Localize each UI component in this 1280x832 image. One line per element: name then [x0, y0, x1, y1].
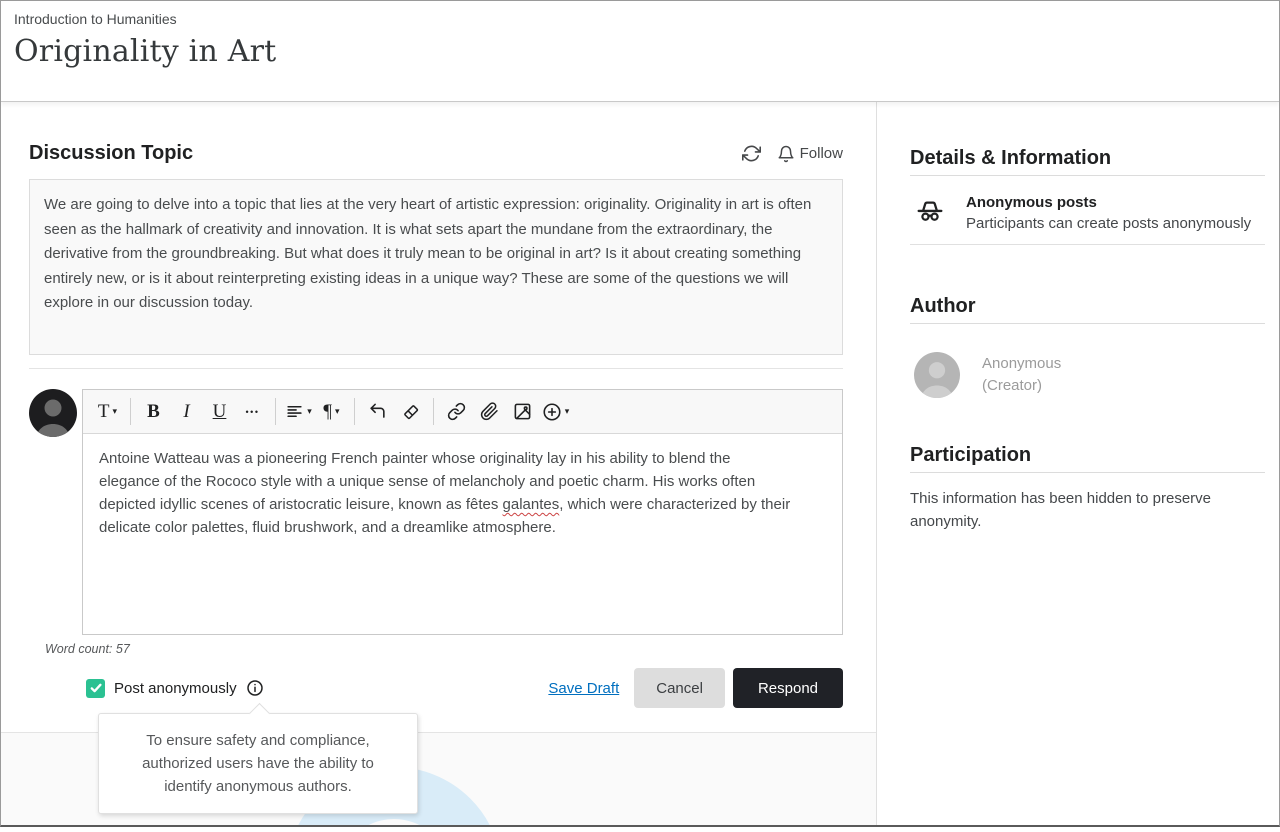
editor-content[interactable]: [83, 434, 842, 634]
item-description: Participants can create posts anonymously: [966, 215, 1252, 232]
chevron-down-icon: ▾: [335, 406, 340, 416]
underline-icon: U: [212, 400, 227, 422]
breadcrumb[interactable]: Introduction to Humanities: [14, 11, 177, 27]
controls-row: [29, 668, 843, 708]
refresh-icon: [742, 144, 761, 163]
anonymous-posts-item: [910, 192, 1265, 245]
insert-link-button[interactable]: [440, 395, 473, 429]
anonymous-posts-text: [966, 192, 1251, 234]
eraser-icon: [401, 402, 421, 422]
topic-actions: [742, 144, 843, 163]
author-row: [910, 352, 1265, 398]
post-anonymously-label: Post anonymously: [114, 679, 237, 697]
image-icon: [513, 402, 532, 421]
italic-button[interactable]: [170, 395, 203, 429]
text-format-icon: T: [97, 400, 110, 422]
rich-text-editor: [82, 389, 843, 635]
word-count: Word count: 57: [45, 642, 130, 656]
toolbar-divider: [275, 398, 276, 425]
misspelled-word: galantes: [502, 496, 560, 513]
details-information-heading: Details & Information: [910, 145, 1265, 176]
cancel-button[interactable]: Cancel: [634, 668, 725, 708]
underline-button[interactable]: [203, 395, 236, 429]
follow-button[interactable]: [777, 145, 843, 163]
info-icon: [246, 679, 264, 697]
page-header: [1, 1, 1279, 102]
paperclip-icon: [480, 402, 499, 421]
align-button[interactable]: [282, 395, 315, 429]
author-section: [910, 293, 1265, 398]
main-column: [1, 102, 876, 826]
respond-button[interactable]: Respond: [733, 668, 843, 708]
chevron-down-icon: ▾: [564, 406, 570, 416]
discussion-topic-heading: Discussion Topic: [29, 142, 194, 164]
anonymity-tooltip: [98, 713, 418, 814]
bold-icon: B: [147, 400, 160, 422]
link-icon: [447, 402, 466, 421]
content-area: [1, 102, 1279, 826]
paragraph-button[interactable]: [315, 395, 348, 429]
rte-toolbar: [83, 390, 842, 434]
topic-header-row: [29, 141, 843, 166]
refresh-button[interactable]: [742, 144, 761, 163]
text-format-button[interactable]: [91, 395, 124, 429]
post-anonymously-group: [86, 679, 264, 698]
pilcrow-icon: ¶: [323, 400, 333, 422]
author-heading: Author: [910, 293, 1265, 324]
discussion-topic-text: We are going to delve into a topic that lies at the very heart of artistic expression: originality. Originality in art is often seen as the hallmark of creativity and innovation. It is what sets apart the mundane from the extraordinary, the derivative from the groundbreaking. But what does it truly mean to be original in art? Is it about creating something entirely new, or is it about reinterpreting existing ideas in a unique way? These are some of the questions we will explore in our discussion today.: [29, 179, 843, 355]
toolbar-divider: [354, 398, 355, 425]
undo-icon: [368, 402, 387, 421]
editor-text: , which were characterized by their delicate color palettes, fluid brushwork, and a dreamlike atmosphere.: [99, 496, 791, 536]
page-title: Originality in Art: [14, 34, 277, 69]
align-left-icon: [285, 402, 304, 421]
bold-button[interactable]: [137, 395, 170, 429]
bell-icon: [777, 145, 795, 163]
insert-more-button[interactable]: [539, 395, 572, 429]
person-icon: [914, 352, 960, 398]
save-draft-link[interactable]: Save Draft: [548, 679, 620, 697]
author-role: (Creator): [982, 377, 1043, 394]
follow-label: Follow: [799, 145, 843, 162]
participation-section: [910, 442, 1265, 533]
editor-text: Antoine Watteau was a pioneering French painter whose originality lay in his ability to blend the elegance of the Rococo style with a unique sense of melancholy and poetic charm. His works often depicted idyllic scenes of aristocratic leisure, known as fêtes: [99, 450, 756, 513]
toolbar-divider: [130, 398, 131, 425]
author-labels: [982, 353, 1061, 397]
tooltip-text: To ensure safety and compliance, authorized users have the ability to identify anonymous authors.: [142, 732, 374, 795]
chevron-down-icon: ▾: [307, 406, 312, 416]
checkmark-icon: [90, 682, 102, 694]
ellipsis-icon: •••: [245, 406, 260, 417]
post-anonymously-checkbox[interactable]: [86, 679, 105, 698]
toolbar-divider: [433, 398, 434, 425]
author-avatar: [914, 352, 960, 398]
insert-image-button[interactable]: [506, 395, 539, 429]
item-title: Anonymous posts: [966, 194, 1097, 211]
incognito-icon: [914, 194, 946, 234]
plus-circle-icon: [542, 402, 562, 422]
attach-file-button[interactable]: [473, 395, 506, 429]
current-user-avatar: [29, 389, 77, 437]
clear-format-button[interactable]: [394, 395, 427, 429]
anonymity-info-button[interactable]: [246, 679, 264, 697]
author-name: Anonymous: [982, 355, 1062, 372]
participation-text: This information has been hidden to preserve anonymity.: [910, 490, 1212, 530]
participation-heading: Participation: [910, 442, 1265, 473]
submit-actions: [548, 668, 843, 708]
undo-button[interactable]: [361, 395, 394, 429]
italic-icon: I: [183, 400, 190, 422]
editor-row: [29, 389, 843, 635]
details-sidebar: [876, 102, 1279, 826]
chevron-down-icon: ▾: [112, 406, 118, 416]
section-divider: [29, 368, 843, 369]
more-formatting-button[interactable]: [236, 395, 269, 429]
person-icon: [29, 389, 77, 437]
